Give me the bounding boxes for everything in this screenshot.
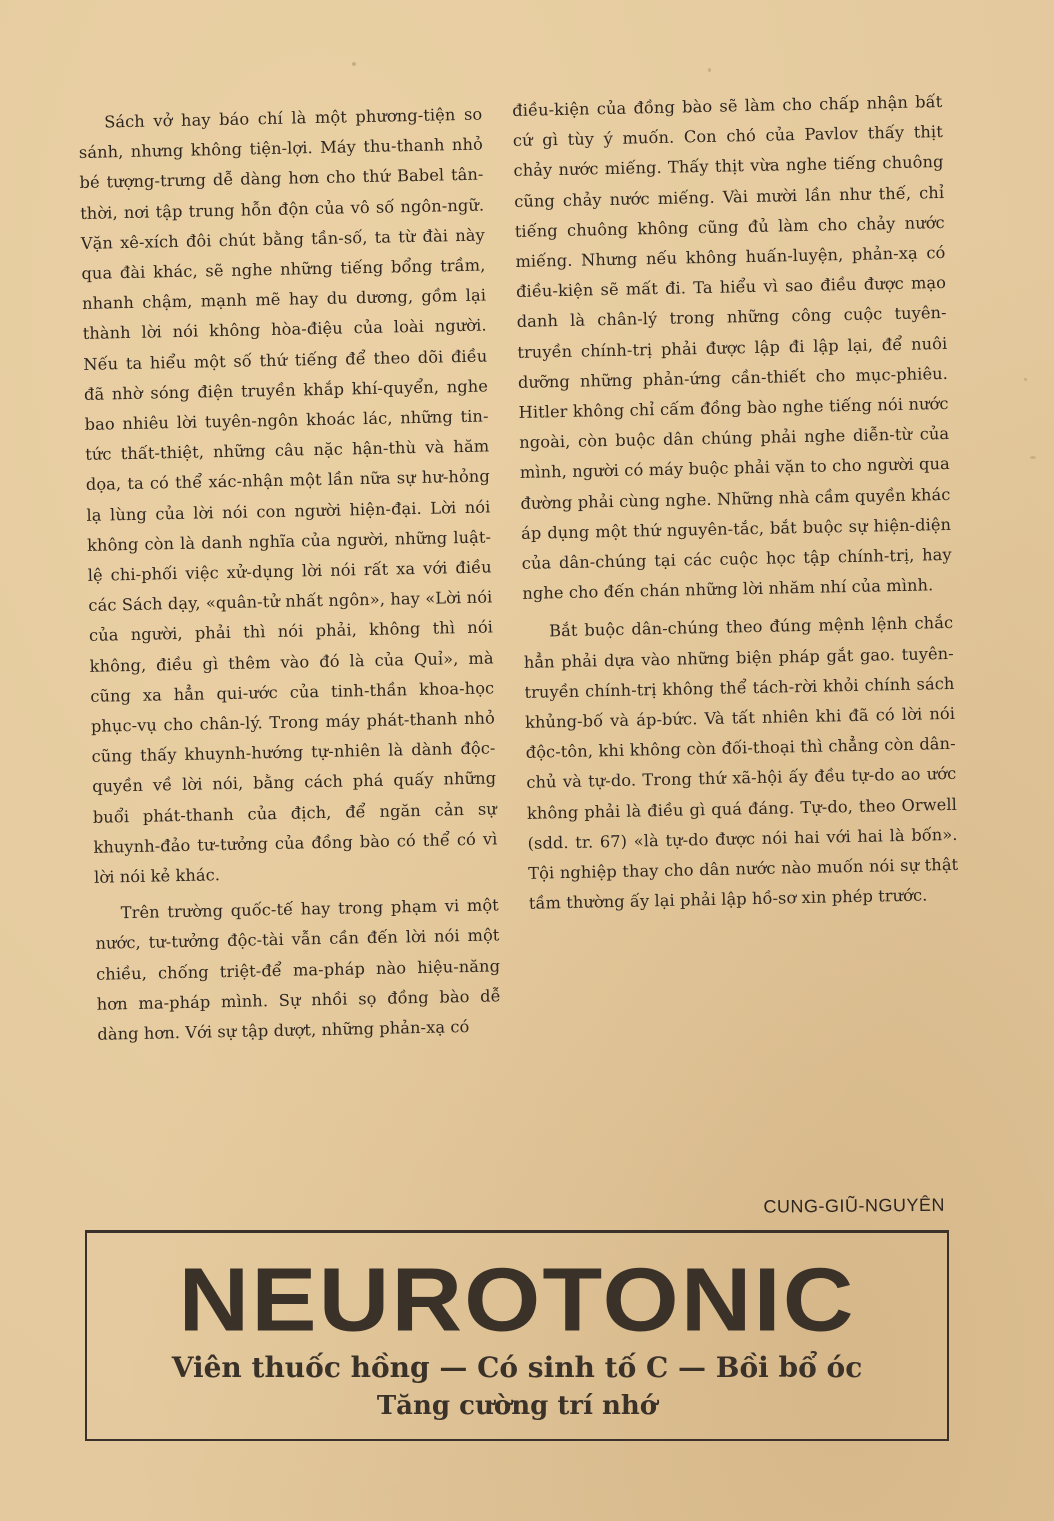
- paper-speck: [708, 68, 711, 72]
- article-paragraph: điều-kiện của đồng bào sẽ làm cho chấp nhận bất cứ gì tùy ý muốn. Con chó của Pavlov thấy thịt chảy nước miếng. Thấy thịt vừa nghe tiếng chuông cũng chảy nước miếng. Vài mười lần như thế, chỉ tiếng chuông không cũng đủ làm cho chảy nước miếng. Nhưng nếu không huấn-luyện, phản-xạ có điều-kiện sẽ mất đi. Ta hiểu vì sao điều được mạo danh là chân-lý trong những công cuộc tuyên-truyền chính-trị phải được lập đi lập lại, để nuôi dưỡng những phản-ứng cần-thiết cho mục-phiêu. Hitler không chỉ cấm đồng bào nghe tiếng nói nước ngoài, còn buộc dân chúng phải nghe diễn-từ của mình, người có máy buộc phải vặn to cho người qua đường phải cùng nghe. Những nhà cầm quyền khác áp dụng một thứ nguyên-tắc, bắt buộc sự hiện-diện của dân-chúng tại các cuộc học tập chính-trị, hay nghe cho đến chán những lời nhăm nhí của mình.: [512, 91, 952, 604]
- ad-brand-name: NEUROTONIC: [178, 1248, 856, 1350]
- article-paragraph: Bắt buộc dân-chúng theo đúng mệnh lệnh chắc hẳn phải dựa vào những biện pháp gắt gao. tuyên-truyền chính-trị không thể tách-rời khỏi chính sách khủng-bố và áp-bức. Và tất nhiên khi đã có lời nói độc-tôn, khi không còn đối-thoại thì chẳng còn dân-chủ và tự-do. Trong thứ xã-hội ấy đều tự-do ao ước không phải là điều gì quá đáng. Tự-do, theo Orwell (sdd. tr. 67) «là tự-do được nói hai với hai là bốn». Tội nghiệp thay cho dân nước nào muốn nói sự thật tầm thường ấy lại phải lập hồ-sơ xin phép trước.: [523, 613, 959, 914]
- article-paragraph: Sách vở hay báo chí là một phương-tiện so sánh, nhưng không tiện-lợi. Máy thu-thanh nhỏ bé tượng-trưng dễ dàng hơn cho thứ Babel tân-thời, nơi tập trung hỗn độn của vô số ngôn-ngữ. Vặn xê-xích đôi chút bằng tần-số, ta từ đài này qua đài khác, sẽ nghe những tiếng bổng trầm, nhanh chậm, mạnh mẽ hay du dương, gồm lại thành lời nói không hòa-điệu của loài người. Nếu ta hiểu một số thứ tiếng để theo dõi điều đã nhờ sóng điện truyền khắp khí-quyển, nghe bao nhiêu lời tuyên-ngôn khoác lác, những tin-tức thất-thiệt, những câu nặc hận-thù và hăm dọa, ta có thể xác-nhận một lần nữa sự hư-hỏng lạ lùng của lời nói con người hiện-đại. Lời nói không còn là danh nghĩa của người, những luật-lệ chi-phối việc xử-dụng lời nói rất xa với điều các Sách dạy, «quân-tử nhất ngôn», hay «Lời nói của người, phải thì nói phải, không thì nói không, điều gì thêm vào đó là của Quỉ», mà cũng xa hẳn qui-ước của tinh-thần khoa-học phục-vụ cho chân-lý. Trong máy phát-thanh nhỏ cũng thấy khuynh-hướng tự-nhiên là dành độc-quyền về lời nói, bằng cách phá quấy những buổi phát-thanh của địch, để ngăn cản sự khuynh-đảo tư-tưởng của đồng bào có thể có vì lời nói kẻ khác.: [78, 104, 498, 887]
- ad-tagline: Viên thuốc hồng — Có sinh tố C — Bồi bổ óc: [171, 1351, 863, 1384]
- paper-speck: [1024, 378, 1027, 381]
- paper-speck: [352, 62, 356, 66]
- article-left-column: [78, 100, 502, 1051]
- advertisement-box: [85, 1230, 949, 1441]
- author-signature: CUNG-GIŨ-NGUYÊN: [763, 1194, 946, 1217]
- article-paragraph: Trên trường quốc-tế hay trong phạm vi một nước, tư-tưởng độc-tài vẫn cần đến lời nói một chiều, chống triệt-để ma-pháp nào hiệu-năng hơn ma-pháp mình. Sự nhồi sọ đồng bào dễ dàng hơn. Với sự tập dượt, những phản-xạ có: [95, 895, 501, 1044]
- ad-tagline-secondary: Tăng cường trí nhớ: [376, 1391, 658, 1421]
- paper-speck: [1030, 456, 1036, 459]
- article-right-column: [512, 87, 959, 919]
